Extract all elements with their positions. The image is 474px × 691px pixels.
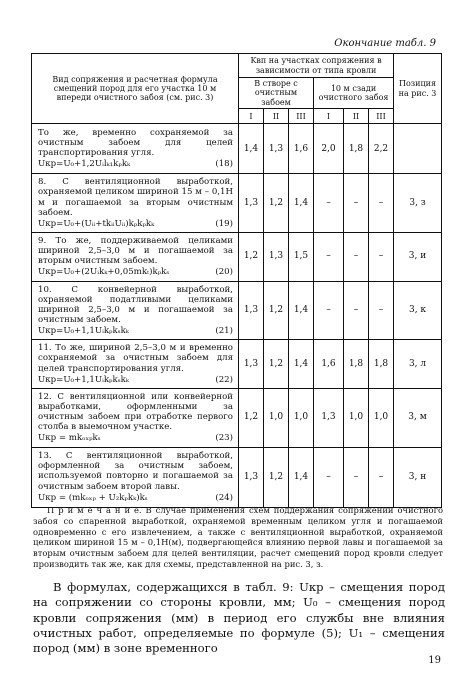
formula-number: (24) (215, 492, 233, 503)
table-row (32, 124, 442, 174)
header-roof-type: II (264, 109, 289, 124)
row-description (32, 174, 239, 233)
position-cell (394, 124, 442, 174)
header-at-face: В створе с очистным забоем (239, 78, 314, 109)
row-formula (38, 493, 233, 503)
formula-number: (23) (215, 433, 233, 444)
formula-number: (19) (215, 218, 233, 229)
position-cell: 3, з (394, 174, 442, 233)
table-row (32, 174, 442, 233)
row-formula (38, 326, 233, 336)
table-row (32, 447, 442, 507)
coefficient-cell: 1,8 (344, 124, 369, 174)
body-paragraph: В формулах, содержащихся в табл. 9: Uкр – смещения пород на сопряжении со стороны кровли, мм; U₀ – смещения пород кровли сопряжения (мм) в период его службы вне влияния очистных работ, определяемые по формуле (5); U₁ – смещения пород (мм) в зоне временного (33, 580, 445, 656)
formula-expression: Uкр=U₀+1,1Uᵢkₚkₛkₖ (38, 374, 129, 385)
formula-expression: Uкр=U₀+(Uᵢᵢ+tkᵢᵢUᵢᵢ)kₚkₚkₖ (38, 218, 155, 229)
coefficient-cell: – (369, 233, 394, 282)
coefficient-cell: 1,4 (289, 174, 314, 233)
row-formula (38, 267, 233, 277)
header-position: Позиция на рис. 3 (394, 54, 442, 124)
coefficient-cell: 1,2 (239, 388, 264, 447)
header-behind-face: 10 м сзади очистного забоя (314, 78, 394, 109)
table-row (32, 281, 442, 340)
formula-number: (22) (215, 374, 233, 385)
row-description (32, 447, 239, 507)
coefficient-cell: 1,6 (314, 340, 344, 389)
header-description: Вид сопряжения и расчетная формула смещений пород для его участка 10 м впереди очистного забоя (см. рис. 3) (32, 54, 239, 124)
coefficient-cell: 1,2 (264, 340, 289, 389)
row-text: 9. То же, поддерживаемой целиками шириной 2,5–3,0 м и погашаемой за вторым очистным забоем. (38, 236, 233, 267)
coefficient-cell: 1,3 (264, 124, 289, 174)
header-roof-type: I (239, 109, 264, 124)
coefficient-cell: – (344, 174, 369, 233)
formula-expression: Uкр=U₀+1,1Uᵢkₚkₛkₖ (38, 326, 129, 337)
header-k-group: Kвп на участках сопряжения в зависимости от типа кровли (239, 54, 394, 78)
coefficient-cell: 1,3 (314, 388, 344, 447)
coefficient-cell: 1,2 (264, 447, 289, 507)
coefficient-cell: 1,3 (264, 233, 289, 282)
header-roof-type: III (369, 109, 394, 124)
row-formula (38, 433, 233, 443)
coefficient-cell: 1,0 (369, 388, 394, 447)
page-number: 19 (428, 655, 441, 666)
position-cell: 3, и (394, 233, 442, 282)
coefficient-cell: – (344, 233, 369, 282)
header-roof-type: I (314, 109, 344, 124)
table-note: П р и м е ч а н и е. В случае применения схем поддержания сопряжений очистного забоя со спаренной выработкой, охраняемой временным целиком угля и погашаемой одновременно с его извлечением, а также с вентиляционной выработкой, охраняемой целиком шириной 15 м – 0,1H(м), подвергающейся влиянию первой лавы и погашаемой за вторым очистным забоем для целей вентиляции, расчет смещений пород кровли следует производить так же, как для схемы, представленной на рис. 3, з. (33, 505, 443, 569)
coefficient-cell: 1,0 (344, 388, 369, 447)
coefficient-cell: – (369, 174, 394, 233)
formula-expression: Uкр = (mkₒₓₚ + U₂kₚkₖ)kₛ (38, 492, 148, 503)
header-roof-type: III (289, 109, 314, 124)
row-formula (38, 219, 233, 229)
position-cell: 3, н (394, 447, 442, 507)
row-description (32, 388, 239, 447)
row-text: 13. С вентиляционной выработкой, оформленной за очистным забоем, используемой повторно и погашаемой за очистным забоем второй лавы. (38, 451, 233, 492)
coefficient-cell: 1,2 (239, 233, 264, 282)
table-row (32, 340, 442, 389)
row-text: 11. То же, шириной 2,5–3,0 м и временно сохраняемой за очистным забоем для целей транспортирования угля. (38, 343, 233, 374)
coefficient-cell: – (314, 281, 344, 340)
row-text: 8. С вентиляционной выработкой, охраняемой целиком шириной 15 м – 0,1H м и погашаемой за вторым очистным забоем. (38, 177, 233, 218)
table-row (32, 233, 442, 282)
coefficient-cell: 1,4 (239, 124, 264, 174)
position-cell: 3, л (394, 340, 442, 389)
coefficient-cell: – (314, 233, 344, 282)
coefficient-cell: 1,8 (344, 340, 369, 389)
row-description (32, 281, 239, 340)
coefficient-cell: – (314, 447, 344, 507)
table-row (32, 388, 442, 447)
position-cell: 3, к (394, 281, 442, 340)
row-text: 10. С конвейерной выработкой, охраняемой податливыми целиками шириной 2,5–3,0 м и погашаемой за очистным забоем. (38, 284, 233, 325)
coefficient-cell: 1,3 (239, 340, 264, 389)
coefficient-cell: 1,3 (239, 174, 264, 233)
row-description (32, 340, 239, 389)
position-cell: 3, м (394, 388, 442, 447)
coefficient-cell: 1,4 (289, 447, 314, 507)
table-caption: Окончание табл. 9 (334, 38, 436, 49)
coefficient-cell: – (369, 447, 394, 507)
row-formula (38, 159, 233, 169)
row-formula (38, 375, 233, 385)
coefficient-cell: 1,8 (369, 340, 394, 389)
formula-number: (21) (215, 326, 233, 337)
coefficient-cell: – (369, 281, 394, 340)
coefficient-cell: 1,3 (239, 281, 264, 340)
coefficient-cell: 1,4 (289, 340, 314, 389)
formula-expression: Uкр=U₀+(2Uᵢkₖ+0,05mkₜ)kₚkₛ (38, 267, 170, 278)
formula-number: (18) (215, 159, 233, 170)
coefficient-cell: – (314, 174, 344, 233)
row-description (32, 233, 239, 282)
displacement-table (31, 53, 442, 508)
coefficient-cell: 1,4 (289, 281, 314, 340)
row-text: То же, временно сохраняемой за очистным забоем для целей транспортирования угля. (38, 128, 233, 159)
row-text: 12. С вентиляционной или конвейерной выработками, оформленными за очистным забоем при отработке первого столба в выемочном участке. (38, 391, 233, 433)
coefficient-cell: 2,2 (369, 124, 394, 174)
formula-expression: Uкр = mkₒₓₚkₛ (38, 433, 101, 444)
coefficient-cell: 1,2 (264, 281, 289, 340)
header-roof-type: II (344, 109, 369, 124)
row-description (32, 124, 239, 174)
coefficient-cell: 1,3 (239, 447, 264, 507)
coefficient-cell: 1,6 (289, 124, 314, 174)
formula-number: (20) (215, 267, 233, 278)
coefficient-cell: 1,0 (289, 388, 314, 447)
coefficient-cell: 1,2 (264, 174, 289, 233)
coefficient-cell: – (344, 281, 369, 340)
coefficient-cell: – (344, 447, 369, 507)
coefficient-cell: 1,5 (289, 233, 314, 282)
coefficient-cell: 1,0 (264, 388, 289, 447)
coefficient-cell: 2,0 (314, 124, 344, 174)
formula-expression: Uкр=U₀+1,2Uᵢlₖ₁kₚkₖ (38, 159, 131, 170)
